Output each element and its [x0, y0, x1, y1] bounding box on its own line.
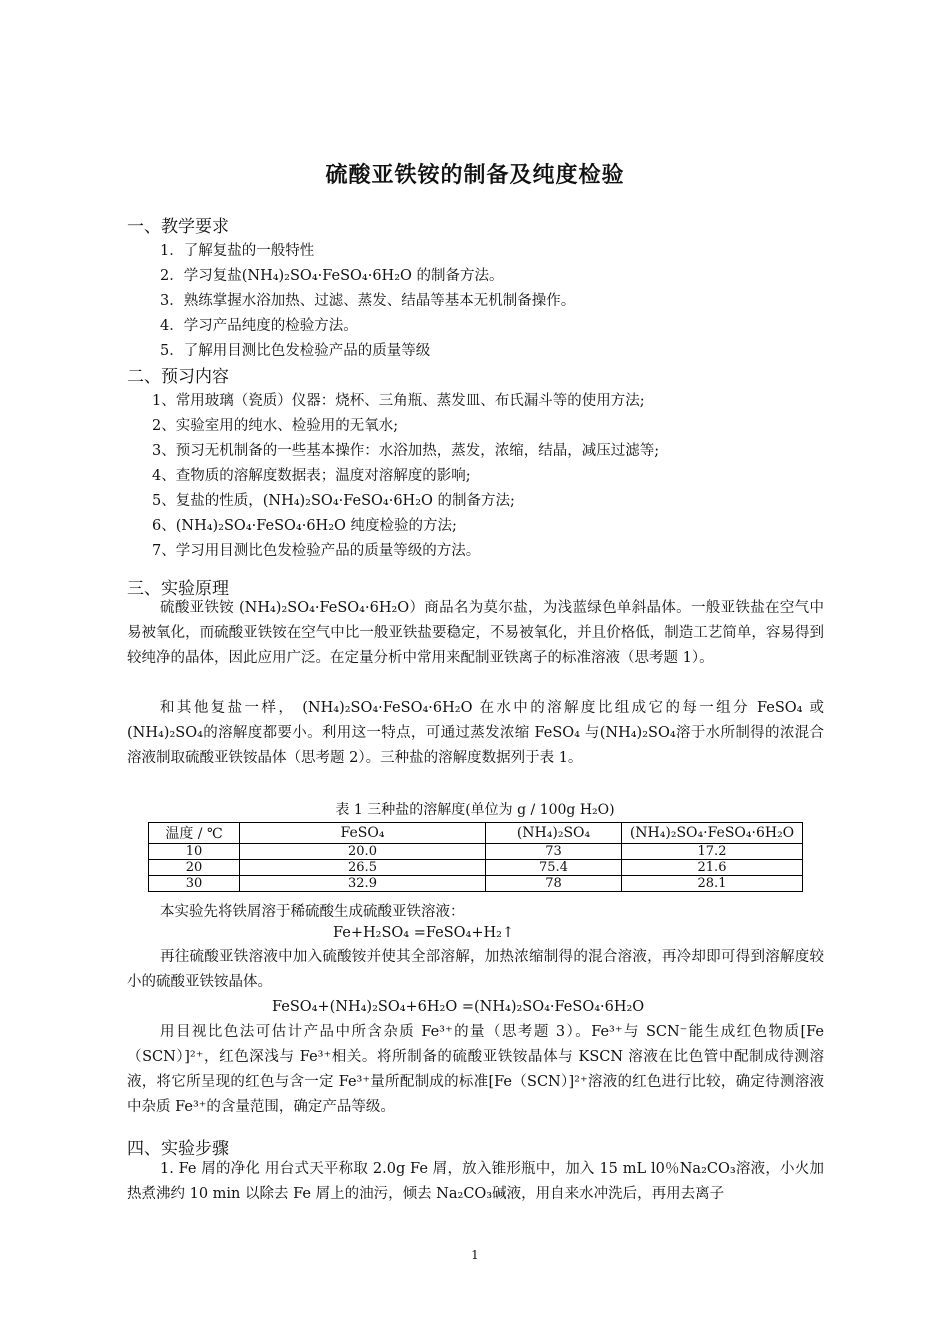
page-title: 硫酸亚铁铵的制备及纯度检验	[325, 163, 625, 188]
list-item: 5、复盐的性质，(NH₄)₂SO₄·FeSO₄·6H₂O 的制备方法;	[152, 493, 515, 509]
paragraph: 本实验先将铁屑溶于稀硫酸生成硫酸亚铁溶液：	[160, 904, 465, 920]
table-cell: 75.4	[486, 860, 622, 876]
section-heading-principle: 三、实验原理	[127, 579, 229, 599]
section-heading-preview: 二、预习内容	[127, 367, 229, 387]
column-header: FeSO₄	[240, 823, 486, 844]
paragraph: 用目视比色法可估计产品中所含杂质 Fe³⁺的量（思考题 3）。Fe³⁺与 SCN⁻能生成红色物质[Fe（SCN）]²⁺，红色深浅与 Fe³⁺相关。将所制备的硫酸亚铁铵晶体与 KSCN 溶液在比色管中配制成待测溶液，将它所呈现的红色与含一定 Fe³⁺量所配制成的标准[Fe（SCN）]²⁺溶液的红色进行比较，确定待测溶液中杂质 Fe³⁺的含量范围，确定产品等级。	[127, 1024, 824, 1115]
solubility-table	[148, 822, 803, 892]
table-row	[149, 876, 803, 892]
list-item: 7、学习用目测比色发检验产品的质量等级的方法。	[152, 543, 481, 559]
page-number: 1	[471, 1248, 479, 1262]
paragraph: 1. Fe 屑的净化 用台式天平称取 2.0g Fe 屑，放入锥形瓶中，加入 15 mL l0％Na₂CO₃溶液，小火加热煮沸约 10 min 以除去 Fe 屑上的油污，倾去 Na₂CO₃碱液，用自来水冲洗后，再用去离子	[127, 1161, 824, 1202]
table-row	[149, 860, 803, 876]
table-cell: 20.0	[240, 844, 486, 860]
list-item: 1．了解复盐的一般特性	[160, 243, 315, 259]
list-item: 6、(NH₄)₂SO₄·FeSO₄·6H₂O 纯度检验的方法;	[152, 518, 457, 534]
table-cell: 21.6	[622, 860, 803, 876]
table-caption: 表 1 三种盐的溶解度(单位为 g / 100g H₂O)	[335, 802, 615, 818]
paragraph: 再往硫酸亚铁溶液中加入硫酸铵并使其全部溶解，加热浓缩制得的混合溶液，再冷却即可得到溶解度较小的硫酸亚铁铵晶体。	[127, 949, 824, 990]
list-item: 1、常用玻璃（瓷质）仪器：烧杯、三角瓶、蒸发皿、布氏漏斗等的使用方法;	[152, 393, 645, 409]
table-cell: 10	[149, 844, 240, 860]
column-header: (NH₄)₂SO₄	[486, 823, 622, 844]
list-item: 3．熟练掌握水浴加热、过滤、蒸发、结晶等基本无机制备操作。	[160, 293, 576, 309]
table-cell: 17.2	[622, 844, 803, 860]
column-header: (NH₄)₂SO₄·FeSO₄·6H₂O	[622, 823, 803, 844]
column-header: 温度 / ℃	[149, 823, 240, 844]
paragraph: 硫酸亚铁铵 (NH₄)₂SO₄·FeSO₄·6H₂O）商品名为莫尔盐，为浅蓝绿色单斜晶体。一般亚铁盐在空气中易被氧化，而硫酸亚铁铵在空气中比一般亚铁盐要稳定，不易被氧化，并且价格低，制造工艺简单，容易得到较纯净的晶体，因此应用广泛。在定量分析中常用来配制亚铁离子的标准溶液（思考题 1）。	[127, 600, 824, 666]
list-item: 2、实验室用的纯水、检验用的无氧水;	[152, 418, 399, 434]
list-item: 4、查物质的溶解度数据表；温度对溶解度的影响;	[152, 468, 471, 484]
section-heading-requirements: 一、教学要求	[127, 217, 229, 237]
table-cell: 26.5	[240, 860, 486, 876]
list-item: 3、预习无机制备的一些基本操作：水浴加热，蒸发，浓缩，结晶，减压过滤等;	[152, 443, 660, 459]
table-row	[149, 844, 803, 860]
list-item: 5．了解用目测比色发检验产品的质量等级	[160, 343, 431, 359]
list-item: 4．学习产品纯度的检验方法。	[160, 318, 358, 334]
section-heading-procedure: 四、实验步骤	[127, 1139, 229, 1159]
list-item: 2．学习复盐(NH₄)₂SO₄·FeSO₄·6H₂O 的制备方法。	[160, 268, 504, 284]
table-cell: 20	[149, 860, 240, 876]
table-cell: 73	[486, 844, 622, 860]
table-cell: 32.9	[240, 876, 486, 892]
table-cell: 28.1	[622, 876, 803, 892]
table-cell: 78	[486, 876, 622, 892]
table-cell: 30	[149, 876, 240, 892]
reaction-equation: FeSO₄+(NH₄)₂SO₄+6H₂O =(NH₄)₂SO₄·FeSO₄·6H₂O	[272, 999, 645, 1015]
paragraph: 和其他复盐一样， (NH₄)₂SO₄·FeSO₄·6H₂O 在水中的溶解度比组成它的每一组分 FeSO₄ 或 (NH₄)₂SO₄的溶解度都要小。利用这一特点，可通过蒸发浓缩 FeSO₄ 与(NH₄)₂SO₄溶于水所制得的浓混合溶液制取硫酸亚铁铵晶体（思考题 2）。三种盐的溶解度数据列于表 1。	[127, 700, 824, 766]
table-header-row	[149, 823, 803, 844]
reaction-equation: Fe+H₂SO₄ =FeSO₄+H₂↑	[333, 925, 515, 941]
